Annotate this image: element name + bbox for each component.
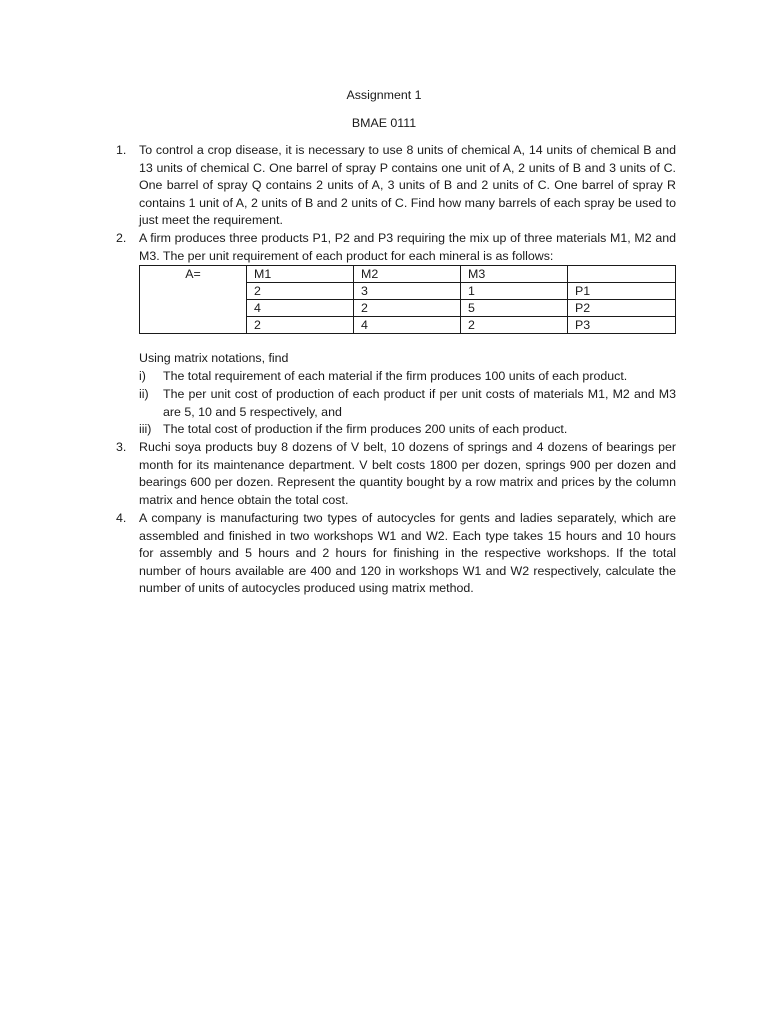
question-text: A firm produces three products P1, P2 and P3 requiring the mix up of three materials M1, M2 and M3. The per unit requirement of each product for each mineral is as follows:	[139, 231, 676, 263]
question-text: A company is manufacturing two types of autocycles for gents and ladies separately, which are assembled and finished in two workshops W1 and W2. Each type takes 15 hours and 10 hours for assembly and 5 hours and 2 hours for finishing in the respective workshops. If the total number of hours available are 400 and 120 in workshops W1 and W2 respectively, calculate the number of units of autocycles produced using matrix method.	[139, 511, 676, 596]
question-3	[116, 439, 676, 509]
question-text: Ruchi soya products buy 8 dozens of V belt, 10 dozens of springs and 4 dozens of bearings per month for its maintenance department. V belt costs 1800 per dozen, springs 900 per dozen and bearings 600 per dozen. Represent the quantity bought by a row matrix and prices by the column matrix and hence obtain the total cost.	[139, 440, 676, 507]
sub-question-numeral: ii)	[139, 387, 149, 401]
question-2	[116, 230, 676, 265]
sub-question-numeral: iii)	[139, 422, 152, 436]
matrix-label: A=	[140, 266, 247, 334]
question-text: To control a crop disease, it is necessary to use 8 units of chemical A, 14 units of chemical B and 13 units of chemical C. One barrel of spray P contains one unit of A, 2 units of B and 3 units of C. One barrel of spray Q contains 2 units of A, 3 units of B and 2 units of C. One barrel of spray R contains 1 unit of A, 2 units of B and 2 units of C. Find how many barrels of each spray be used to just meet the requirement.	[139, 143, 676, 228]
table-cell: 4	[354, 317, 461, 334]
table-header-cell: M3	[461, 266, 568, 283]
sub-question-1	[139, 368, 676, 386]
table-cell: 2	[354, 300, 461, 317]
sub-question-numeral: i)	[139, 369, 146, 383]
question-4	[116, 510, 676, 598]
sub-question-2	[139, 386, 676, 421]
document-title: Assignment 1	[346, 88, 422, 102]
sub-question-text: The total requirement of each material if the firm produces 100 units of each product.	[163, 369, 628, 383]
table-header-cell	[568, 266, 676, 283]
sub-question-3	[139, 421, 676, 439]
table-cell: 5	[461, 300, 568, 317]
table-cell: 2	[247, 317, 354, 334]
sub-question-text: The total cost of production if the firm produces 200 units of each product.	[163, 422, 568, 436]
question-number: 4.	[116, 511, 127, 525]
question-1	[116, 142, 676, 230]
table-cell: P2	[568, 300, 676, 317]
table-cell: P3	[568, 317, 676, 334]
question-number: 2.	[116, 231, 127, 245]
table-cell: 2	[247, 283, 354, 300]
question-number: 1.	[116, 143, 127, 157]
table-cell: 3	[354, 283, 461, 300]
table-cell: P1	[568, 283, 676, 300]
table-cell: 1	[461, 283, 568, 300]
question-number: 3.	[116, 440, 127, 454]
requirement-matrix-table	[139, 265, 676, 334]
table-header-cell: M1	[247, 266, 354, 283]
course-code: BMAE 0111	[351, 116, 417, 130]
table-cell: 2	[461, 317, 568, 334]
sub-questions-intro: Using matrix notations, find	[139, 351, 289, 365]
table-row	[140, 266, 676, 283]
sub-question-text: The per unit cost of production of each product if per unit costs of materials M1, M2 and M3 are 5, 10 and 5 respectively, and	[163, 387, 676, 419]
table-cell: 4	[247, 300, 354, 317]
table-header-cell: M2	[354, 266, 461, 283]
